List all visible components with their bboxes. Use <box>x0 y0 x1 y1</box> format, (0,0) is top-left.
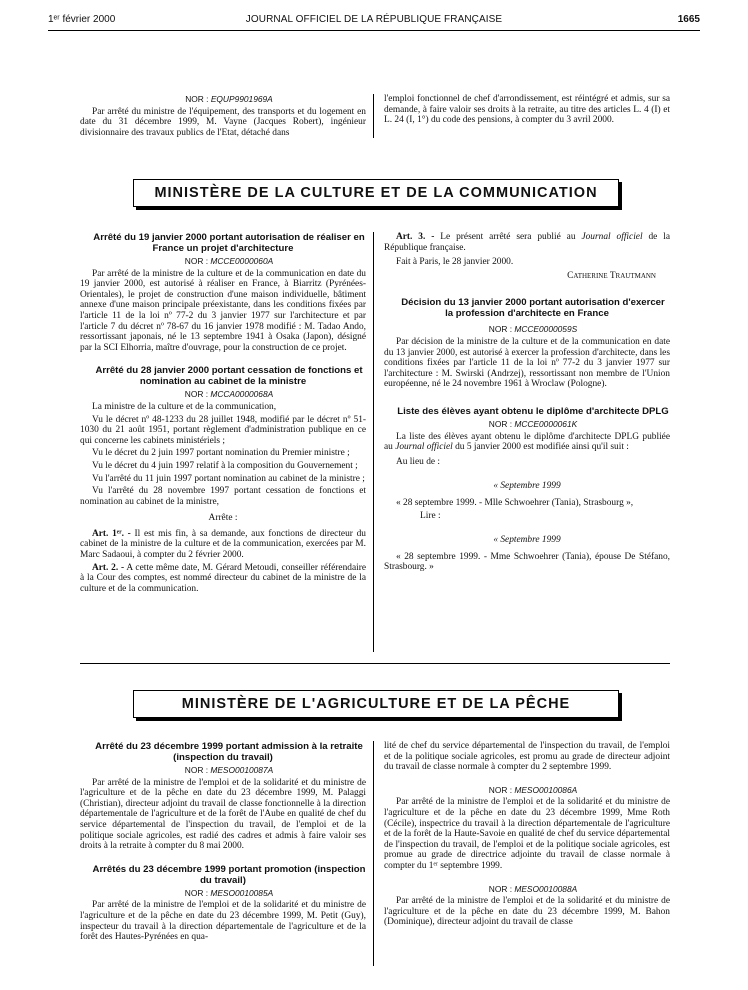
header-date: 1ᵉʳ février 2000 <box>48 14 116 25</box>
ministry-culture-heading: MINISTÈRE DE LA CULTURE ET DE LA COMMUNICATION <box>133 179 619 207</box>
liste-nor: NOR : MCCE0000061K <box>488 418 578 429</box>
column-divider <box>373 94 374 138</box>
top-nor: NOR : EQUP9901969A <box>185 94 273 104</box>
promotion-title: Arrêtés du 23 décembre 1999 portant promotion (inspection du travail) <box>92 863 366 886</box>
top-right-column <box>384 94 670 128</box>
arrete-28-janvier-p6: Vu l'arrêté du 28 novembre 1997 portant cessation de fonctions et nomination au cabinet de la ministre, <box>80 486 366 507</box>
liste-title: Liste des élèves ayant obtenu le diplôme d'architecte DPLG <box>397 405 669 417</box>
ministry-agriculture-heading: MINISTÈRE DE L'AGRICULTURE ET DE LA PÊCHE <box>133 690 619 718</box>
promotion-text-roth: Par arrêté de la ministre de l'emploi et de la solidarité et du ministre de l'agriculture et de la pêche en date du 23 décembre 1999, Mme Roth (Cécile), inspectrice du travail à la direction départementale de l'agriculture et de la forêt de la Haute-Savoie en qualité de chef du service départemental de l'inspection du travail, de l'emploi et de la politique sociale agricoles, est promue au grade de directrice adjointe du travail de classe normale à compter du 1ᵉʳ septembre 1999. <box>384 797 670 871</box>
arrete-28-janvier-p3: Vu le décret du 2 juin 1997 portant nomination du Premier ministre ; <box>92 448 350 459</box>
fait-a-paris: Fait à Paris, le 28 janvier 2000. <box>396 257 514 268</box>
column-divider <box>373 232 374 652</box>
culture-right-column <box>384 232 670 575</box>
top-left-column <box>80 94 366 140</box>
arrete-28-janvier-p2: Vu le décret nº 48-1233 du 28 juillet 1948, modifié par le décret nº 51-1030 du 21 août 1951, portant règlement d'administration publique en ce qui concerne les cabinets ministériels ; <box>80 414 366 446</box>
entry-after: « 28 septembre 1999. - Mme Schwoehrer (Tania), épouse De Stéfano, Strasbourg. » <box>384 551 670 573</box>
top-left-text: Par arrêté du ministre de l'équipement, des transports et du logement en date du 31 décembre 1999, M. Vayne (Jacques Robert), ingénieur divisionnaire des travaux publics de l'Etat, détaché dans <box>80 106 366 138</box>
column-divider <box>373 741 374 966</box>
header-page-number: 1665 <box>677 14 700 25</box>
entry-before: « 28 septembre 1999. - Mlle Schwoehrer (Tania), Strasbourg », <box>396 497 634 508</box>
culture-left-column <box>80 232 366 596</box>
lire-label: Lire : <box>420 510 441 521</box>
decision-nor: NOR : MCCE0000059S <box>488 324 578 335</box>
arrete-28-janvier-p5: Vu l'arrêté du 11 juin 1997 portant nomination au cabinet de la ministre ; <box>92 473 365 484</box>
promotion-continuation: lité de chef du service départemental de l'inspection du travail, de l'emploi et de la politique sociale agricoles, est promu au grade de directeur adjoint du travail de classe normale à compter du 2 septembre 1999. <box>384 741 670 773</box>
liste-text: La liste des élèves ayant obtenu le diplôme d'architecte DPLG publiée au Journal officiel du 5 janvier 2000 est modifiée ainsi qu'il suit : <box>384 431 670 453</box>
top-right-text: l'emploi fonctionnel de chef d'arrondissement, est réintégré et admis, sur sa demande, à faire valoir ses droits à la retraite, au titre des articles L. 4 (I) et L. 24 (I, 1°) du code des pensions, à compter du 3 avril 2000. <box>384 94 670 126</box>
arrete-28-janvier-p4: Vu le décret du 4 juin 1997 relatif à la composition du Gouvernement ; <box>92 460 358 471</box>
arrete-28-janvier-title: Arrêté du 28 janvier 2000 portant cessation de fonctions et nomination au cabinet de la ministre <box>95 365 363 388</box>
retraite-nor: NOR : MESO0010087A <box>184 765 274 775</box>
septembre-1999-heading-1: « Septembre 1999 <box>493 481 561 492</box>
header-rule <box>48 30 700 31</box>
retraite-title: Arrêté du 23 décembre 1999 portant admission à la retraite (inspection du travail) <box>95 741 363 763</box>
article-2: Art. 2. - A cette même date, M. Gérard Metoudi, conseiller référendaire à la Cour des comptes, est nommé directeur du cabinet de la ministre de la culture et de la communication. <box>80 562 366 594</box>
arrete-label: Arrête : <box>208 513 238 524</box>
promotion-text-bahon: Par arrêté de la ministre de l'emploi et de la solidarité et du ministre de l'agriculture et de la pêche en date du 23 décembre 1999, M. Bahon (Dominique), directeur adjoint du travail de classe <box>384 896 670 928</box>
arrete-19-janvier-text: Par arrêté de la ministre de la culture et de la communication en date du 19 janvier 2000, est autorisé à réaliser en France, à Biarritz (Pyrénées-Orientales), le projet de construction d'une maison individuelle, bâtiment annexe d'une maison principale préexistante, dans les conditions fixées par l'article 11 de la loi nº 77-2 du 3 janvier 1977 sur l'architecture et par l'article 7 du décret nº 78-67 du 16 janvier 1978 modifié : M. Tadao Ando, ressortissant japonais, né le 13 septembre 1941 à Osaka (Japon), désigné par la SCI Elhorria, maître d'ouvrage, pour la construction de ce projet. <box>80 268 366 353</box>
running-header <box>48 14 700 30</box>
septembre-1999-heading-2: « Septembre 1999 <box>493 535 561 546</box>
agriculture-right-column <box>384 741 670 930</box>
roth-nor: NOR : MESO0010086A <box>488 784 578 795</box>
header-journal-title: JOURNAL OFFICIEL DE LA RÉPUBLIQUE FRANÇAISE <box>245 14 503 25</box>
article-3: Art. 3. - Le présent arrêté sera publié au Journal officiel de la République française. <box>384 232 671 253</box>
promotion-text-petit: Par arrêté de la ministre de l'emploi et de la solidarité et du ministre de l'agriculture et de la pêche en date du 23 décembre 1999, M. Petit (Guy), inspecteur du travail à la direction départementale de l'agriculture et de la forêt des Hautes-Pyrénées en qua- <box>80 900 366 943</box>
section-separator <box>80 663 670 664</box>
signature: Catherine Trautmann <box>567 270 656 281</box>
promotion-nor: NOR : MESO0010085A <box>184 887 274 898</box>
article-1: Art. 1ᵉʳ. - Il est mis fin, à sa demande, aux fonctions de directeur du cabinet de la ministre de la culture et de la communication, exercées par M. Marc Sadaoui, à compter du 2 février 2000. <box>80 528 366 561</box>
agriculture-left-column <box>80 741 366 945</box>
arrete-28-janvier-nor: NOR : MCCA0000068A <box>184 389 274 400</box>
decision-title: Décision du 13 janvier 2000 portant autorisation d'exercer la profession d'architecte en France <box>401 297 665 320</box>
decision-text: Par décision de la ministre de la culture et de la communication en date du 13 janvier 2000, est autorisé à exercer la profession d'architecte, dans les conditions fixées par l'article 11 de la loi nº 77-2 du 3 janvier 1977 sur l'architecture : M. Swirski (Andrzej), ressortissant non membre de l'Union européenne, né le 24 novembre 1961 à Wroclaw (Pologne). <box>384 336 670 390</box>
arrete-19-janvier-title: Arrêté du 19 janvier 2000 portant autorisation de réaliser en France un projet d'architecture <box>93 232 365 254</box>
arrete-19-janvier-nor: NOR : MCCE0000060A <box>184 256 274 266</box>
au-lieu-de: Au lieu de : <box>396 456 441 467</box>
bahon-nor: NOR : MESO0010088A <box>488 883 578 894</box>
retraite-text: Par arrêté de la ministre de l'emploi et de la solidarité et du ministre de l'agriculture et de la pêche en date du 23 décembre 1999, M. Palaggi (Christian), directeur adjoint du travail de classe fonctionnelle à la direction départementale de l'agriculture et de la forêt de l'Aube en qualité de chef du service départemental de l'inspection du travail, de l'emploi et de la politique sociale agricoles, est radié des cadres et admis à faire valoir ses droits à la retraite à compter du 8 mai 2000. <box>80 777 366 852</box>
arrete-28-janvier-p1: La ministre de la culture et de la communication, <box>92 401 277 412</box>
